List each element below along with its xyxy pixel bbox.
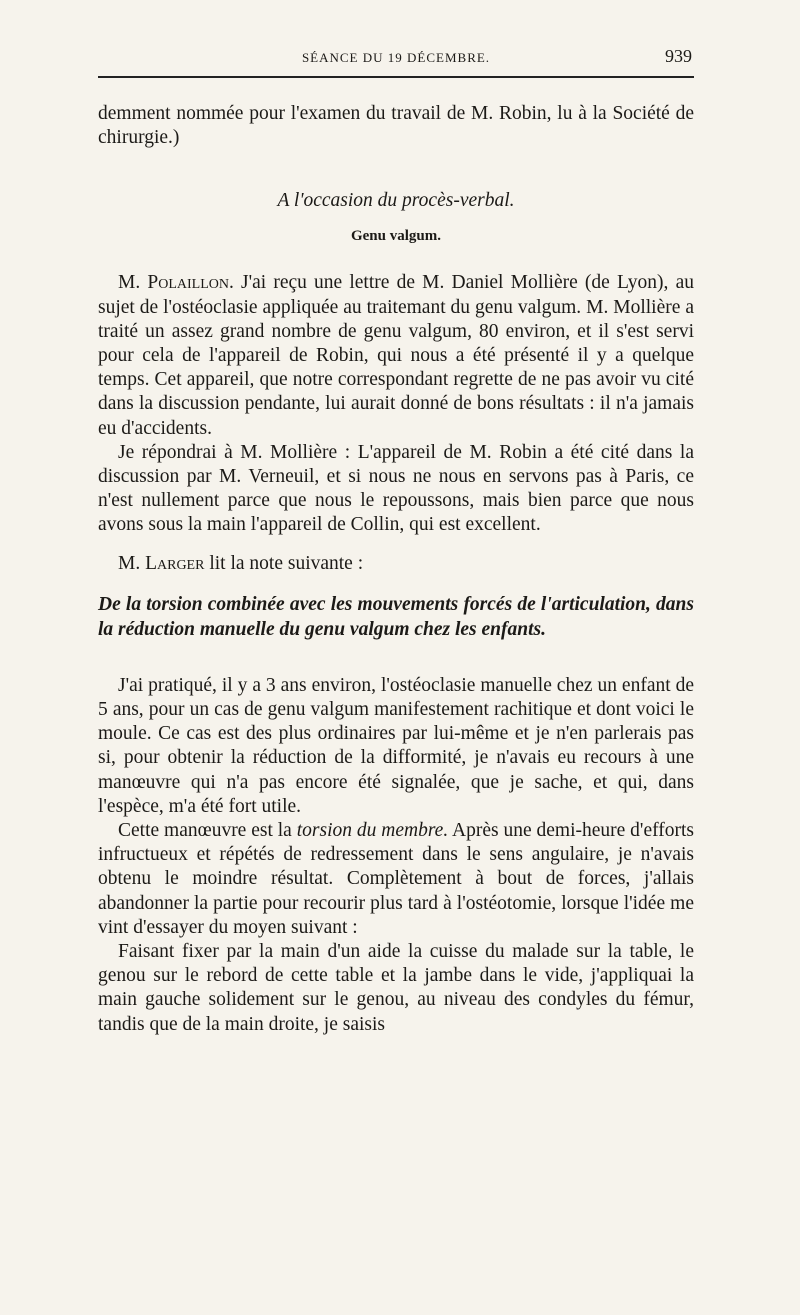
paragraph-text: Cette manœuvre est la [118, 820, 297, 842]
paragraph-polaillon [98, 271, 694, 440]
header-rule [98, 76, 694, 78]
paragraph-text: lit la note suivante : [204, 552, 364, 574]
page-number: 939 [665, 46, 692, 66]
paragraph-practice: J'ai pratiqué, il y a 3 ans environ, l'ostéoclasie manuelle chez un enfant de 5 ans, pour un cas de genu valgum manifestement rachitique et dont voici le moule. Ce cas est des plus ordinaires par lui-même et je n'en parlerais pas si, pour obtenir la réduction de la difformité, je n'avais eu recours à une manœuvre qui n'a pas encore été signalée, que je sache, et qui, dans l'espèce, m'a été fort utile. [98, 674, 694, 817]
paragraph-text: Après une demi-heure d'efforts infructueux et répétés de redressement dans le sens angulaire, je n'avais obtenu le moindre résultat. Complètement à bout de forces, j'allais abandonner la partie pour recourir plus tard à l'ostéotomie, lorsque l'idée me vint d'essayer du moyen suivant : [98, 820, 694, 938]
paragraph-larger [98, 552, 694, 576]
note-title: De la torsion combinée avec les mouvements forcés de l'articulation, dans la réduction manuelle du genu valgum chez les enfants. [98, 593, 694, 640]
paragraph-text: J'ai reçu une lettre de M. Daniel Mollière (de Lyon), au sujet de l'ostéoclasie appliquée au traitemant du genu valgum. M. Mollière a traité un assez grand nombre de genu valgum, 80 environ, et il s'est servi pour cela de l'appareil de Robin, qui nous a été présenté il y a quelque temps. Cet appareil, que notre correspondant regrette de ne pas avoir vu cité dans la discussion pendante, lui aurait donné de bons résultats : il n'a jamais eu d'accidents. [98, 272, 694, 439]
running-title: SÉANCE DU 19 DÉCEMBRE. [301, 50, 491, 65]
page-header [98, 46, 694, 74]
paragraph-continuation: demment nommée pour l'examen du travail de M. Robin, lu à la Société de chirurgie.) [98, 103, 694, 149]
emphasis-text: torsion du membre. [296, 820, 449, 842]
subtitle: Genu valgum. [350, 228, 441, 245]
speaker-name: M. Larger [118, 552, 205, 574]
paragraph-procedure: Faisant fixer par la main d'un aide la cuisse du malade sur la table, le genou sur le rebord de cette table et la jambe dans le vide, j'appliquai la main gauche solidement sur le genou, au niveau des condyles du fémur, tandis que de la main droite, je saisis [98, 941, 694, 1035]
speaker-name: M. Polaillon. [118, 272, 234, 294]
section-title: A l'occasion du procès-verbal. [277, 190, 515, 212]
page [98, 46, 694, 1037]
paragraph-reply: Je répondrai à M. Mollière : L'appareil de M. Robin a été cité dans la discussion par M. Verneuil, et si nous ne nous en servons pas à Paris, ce n'est nullement parce que nous le repoussons, mais bien parce que nous avons sous la main l'appareil de Collin, qui est excellent. [98, 441, 694, 536]
paragraph-maneuver [98, 819, 694, 940]
